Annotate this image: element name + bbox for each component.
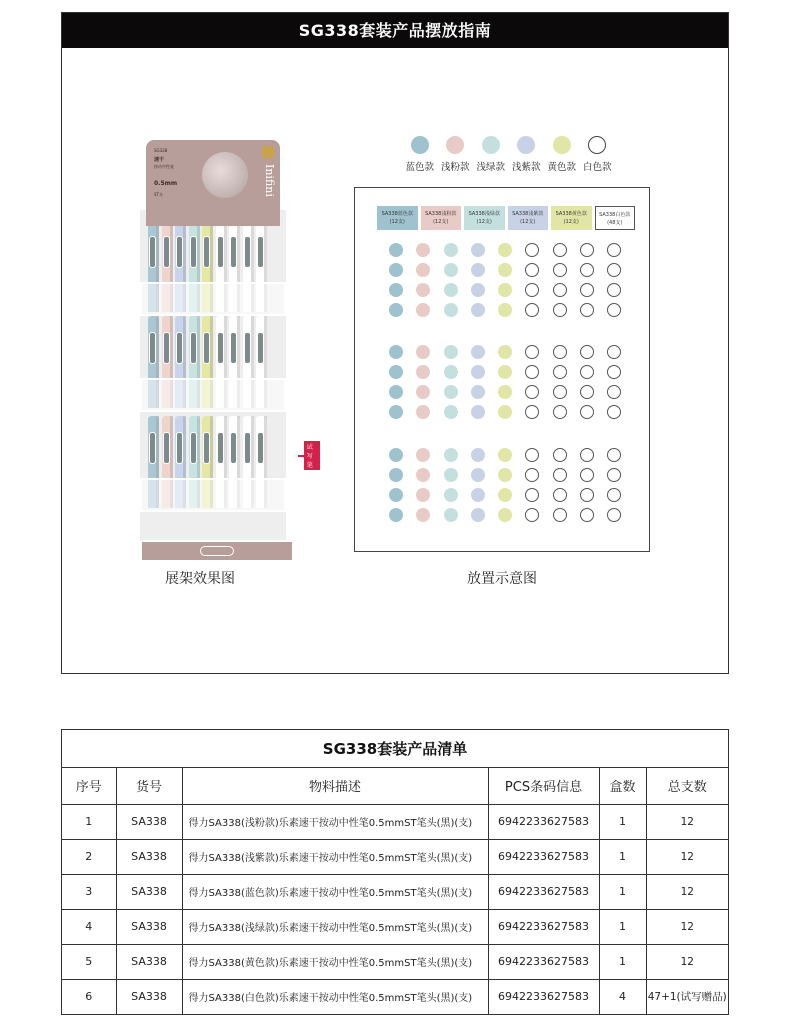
pen-slot-icon xyxy=(416,405,430,419)
pen-slot-icon xyxy=(389,468,403,482)
cell-boxes: 1 xyxy=(599,874,646,909)
cell-description: 得力SA338(白色款)乐素速干按动中性笔0.5mmST笔头(黑)(支) xyxy=(182,979,488,1014)
table-row xyxy=(62,979,728,1014)
pen-slot-icon xyxy=(498,365,512,379)
pen-slot-icon xyxy=(416,385,430,399)
pen-slot-icon xyxy=(553,508,567,522)
placement-tag-blue xyxy=(377,206,418,230)
pen-slot-icon xyxy=(416,345,430,359)
rack-base xyxy=(142,542,292,560)
pen-slot-icon xyxy=(525,365,539,379)
pen-slot-icon xyxy=(416,283,430,297)
legend-label: 蓝色款 xyxy=(405,162,434,173)
pen-slot-icon xyxy=(525,468,539,482)
cell-sku: SA338 xyxy=(116,944,182,979)
tag-name: SA338浅绿款 xyxy=(468,211,500,217)
cell-boxes: 1 xyxy=(599,944,646,979)
legend-item-purple xyxy=(509,136,545,173)
pen-slot-icon xyxy=(416,468,430,482)
pen-slot-icon xyxy=(525,508,539,522)
pen-slot-icon xyxy=(553,488,567,502)
cell-total: 12 xyxy=(646,839,728,874)
legend-item-pink xyxy=(438,136,474,173)
pen-slot-icon xyxy=(471,405,485,419)
cell-sku: SA338 xyxy=(116,979,182,1014)
rack-type-text: 按动中性笔 xyxy=(154,164,174,169)
pen-slot-icon xyxy=(607,303,621,317)
pen-slot-icon xyxy=(580,385,594,399)
pen-slot-icon xyxy=(416,243,430,257)
col-header-total: 总支数 xyxy=(646,768,728,804)
cell-boxes: 1 xyxy=(599,804,646,839)
pen-slot-icon xyxy=(607,263,621,277)
pen-slot-icon xyxy=(607,283,621,297)
cell-no: 2 xyxy=(62,839,116,874)
pen-slot-icon xyxy=(580,283,594,297)
legend-item-blue xyxy=(402,136,438,173)
pen-slot-icon xyxy=(471,385,485,399)
pen-slot-icon xyxy=(389,303,403,317)
pen-slot-icon xyxy=(416,488,430,502)
cell-boxes: 4 xyxy=(599,979,646,1014)
pink-swatch-icon xyxy=(446,136,464,154)
tag-name: SA338蓝色款 xyxy=(381,211,413,217)
cell-total: 47+1(试写赠品) xyxy=(646,979,728,1014)
rack-tier-2 xyxy=(140,316,286,410)
pen-slot-icon xyxy=(607,345,621,359)
pen-slot-icon xyxy=(553,303,567,317)
display-guide-panel xyxy=(61,12,729,674)
table-row xyxy=(62,839,728,874)
col-header-description: 物料描述 xyxy=(182,768,488,804)
pen-slot-icon xyxy=(444,263,458,277)
cell-boxes: 1 xyxy=(599,839,646,874)
pen-slot-icon xyxy=(498,345,512,359)
cell-barcode: 6942233627583 xyxy=(488,909,599,944)
rack-model-text: SG338 xyxy=(154,148,168,153)
cell-sku: SA338 xyxy=(116,804,182,839)
cell-barcode: 6942233627583 xyxy=(488,979,599,1014)
pen-slot-icon xyxy=(389,405,403,419)
pen-slot-icon xyxy=(553,405,567,419)
pen-slot-icon xyxy=(553,283,567,297)
cell-total: 12 xyxy=(646,804,728,839)
placement-tag-green xyxy=(464,206,505,230)
pen-slot-icon xyxy=(444,345,458,359)
pen-slot-icon xyxy=(607,508,621,522)
pen-slot-icon xyxy=(444,468,458,482)
pen-slot-icon xyxy=(580,303,594,317)
cell-total: 12 xyxy=(646,874,728,909)
pen-slot-icon xyxy=(389,243,403,257)
pen-slot-icon xyxy=(498,508,512,522)
tester-label: 试写笔 xyxy=(304,441,320,470)
cell-no: 5 xyxy=(62,944,116,979)
pen-slot-icon xyxy=(471,283,485,297)
cell-description: 得力SA338(蓝色款)乐素速干按动中性笔0.5mmST笔头(黑)(支) xyxy=(182,874,488,909)
rack-tier-3 xyxy=(140,416,286,510)
legend-label: 黄色款 xyxy=(547,162,576,173)
pen-slot-icon xyxy=(444,405,458,419)
pen-slot-icon xyxy=(444,448,458,462)
cell-description: 得力SA338(浅紫款)乐素速干按动中性笔0.5mmST笔头(黑)(支) xyxy=(182,839,488,874)
pen-slot-icon xyxy=(498,488,512,502)
col-header-sku: 货号 xyxy=(116,768,182,804)
cell-total: 12 xyxy=(646,909,728,944)
pen-slot-icon xyxy=(607,405,621,419)
pen-slot-icon xyxy=(444,303,458,317)
pen-slot-icon xyxy=(607,243,621,257)
pen-slot-icon xyxy=(389,263,403,277)
tag-count: (12支) xyxy=(520,219,536,225)
cell-barcode: 6942233627583 xyxy=(488,839,599,874)
placement-block-1 xyxy=(387,241,623,319)
pen-slot-icon xyxy=(607,488,621,502)
pen-slot-icon xyxy=(471,488,485,502)
pen-slot-icon xyxy=(580,508,594,522)
tag-count: (48支) xyxy=(607,220,623,226)
pen-slot-icon xyxy=(498,243,512,257)
cell-no: 6 xyxy=(62,979,116,1014)
legend-label: 浅粉款 xyxy=(440,162,470,173)
tag-count: (12支) xyxy=(389,219,405,225)
placement-diagram xyxy=(354,187,650,552)
tag-name: SA338白色款 xyxy=(599,212,631,218)
tester-pen-tag xyxy=(298,441,320,470)
pen-slot-icon xyxy=(498,263,512,277)
pen-slot-icon xyxy=(525,385,539,399)
pen-slot-icon xyxy=(416,263,430,277)
pen-slot-icon xyxy=(580,243,594,257)
placement-caption: 放置示意图 xyxy=(467,571,537,587)
yellow-swatch-icon xyxy=(553,136,571,154)
tag-name: SA338浅粉款 xyxy=(425,211,457,217)
col-header-boxes: 盒数 xyxy=(599,768,646,804)
pen-slot-icon xyxy=(389,508,403,522)
pen-slot-icon xyxy=(498,405,512,419)
table-row xyxy=(62,909,728,944)
pen-slot-icon xyxy=(580,448,594,462)
color-legend xyxy=(402,136,615,173)
pen-slot-icon xyxy=(471,263,485,277)
legend-label: 浅绿款 xyxy=(476,162,505,173)
pen-slot-icon xyxy=(444,243,458,257)
pen-slot-icon xyxy=(525,283,539,297)
pen-slot-icon xyxy=(607,365,621,379)
pen-slot-icon xyxy=(553,385,567,399)
placement-block-3 xyxy=(387,446,623,524)
purple-swatch-icon xyxy=(517,136,535,154)
deli-logo-icon xyxy=(262,146,274,158)
pen-slot-icon xyxy=(525,263,539,277)
placement-tag-purple xyxy=(508,206,549,230)
pen-slot-icon xyxy=(444,283,458,297)
pen-slot-icon xyxy=(471,243,485,257)
rack-caption: 展架效果图 xyxy=(165,571,235,587)
pen-slot-icon xyxy=(389,488,403,502)
rack-size-text: 0.5mm xyxy=(154,180,178,187)
rack-brand-text: Inifini xyxy=(263,164,276,197)
placement-tag-yellow xyxy=(551,206,592,230)
cell-no: 3 xyxy=(62,874,116,909)
rack-shelf xyxy=(140,282,286,316)
pen-slot-icon xyxy=(498,283,512,297)
pen-slot-icon xyxy=(389,385,403,399)
table-header-row xyxy=(62,768,728,804)
pen-slot-icon xyxy=(580,468,594,482)
pen-slot-icon xyxy=(471,468,485,482)
rack-base-logo-icon xyxy=(200,546,234,556)
pen-slot-icon xyxy=(525,303,539,317)
tag-count: (12支) xyxy=(433,219,449,225)
rack-feature-text: 速干 xyxy=(154,157,165,163)
pen-slot-icon xyxy=(389,283,403,297)
rack-shelf xyxy=(140,478,286,512)
legend-item-white xyxy=(580,136,616,173)
pen-slot-icon xyxy=(416,508,430,522)
rack-tip-text: ST头 xyxy=(154,192,163,197)
cell-description: 得力SA338(黄色款)乐素速干按动中性笔0.5mmST笔头(黑)(支) xyxy=(182,944,488,979)
cell-sku: SA338 xyxy=(116,874,182,909)
pen-slot-icon xyxy=(607,385,621,399)
pen-slot-icon xyxy=(580,488,594,502)
table-row xyxy=(62,944,728,979)
cell-boxes: 1 xyxy=(599,909,646,944)
pen-slot-icon xyxy=(553,448,567,462)
rack-bubble-graphic xyxy=(202,152,248,198)
pen-slot-icon xyxy=(553,365,567,379)
rack-tier-1 xyxy=(140,220,286,314)
pen-slot-icon xyxy=(389,448,403,462)
pen-slot-icon xyxy=(553,468,567,482)
table-row xyxy=(62,874,728,909)
product-list xyxy=(61,729,729,1015)
pen-slot-icon xyxy=(607,468,621,482)
pen-slot-icon xyxy=(498,385,512,399)
placement-block-2 xyxy=(387,343,623,421)
cell-description: 得力SA338(浅粉款)乐素速干按动中性笔0.5mmST笔头(黑)(支) xyxy=(182,804,488,839)
pen-slot-icon xyxy=(444,385,458,399)
pen-slot-icon xyxy=(525,345,539,359)
cell-total: 12 xyxy=(646,944,728,979)
pen-slot-icon xyxy=(416,448,430,462)
pen-slot-icon xyxy=(580,405,594,419)
tag-count: (12支) xyxy=(563,219,579,225)
pen-slot-icon xyxy=(553,345,567,359)
pen-slot-icon xyxy=(471,448,485,462)
placement-tag-white xyxy=(595,206,636,230)
placement-tag-pink xyxy=(421,206,462,230)
legend-item-yellow xyxy=(544,136,580,173)
pen-slot-icon xyxy=(389,345,403,359)
pen-slot-icon xyxy=(525,243,539,257)
cell-sku: SA338 xyxy=(116,839,182,874)
pen-slot-icon xyxy=(525,488,539,502)
cell-barcode: 6942233627583 xyxy=(488,804,599,839)
cell-no: 4 xyxy=(62,909,116,944)
blue-swatch-icon xyxy=(411,136,429,154)
tag-name: SA338黄色款 xyxy=(555,211,587,217)
product-list-title: SG338套装产品清单 xyxy=(62,730,728,768)
tag-name: SA338浅紫款 xyxy=(512,211,544,217)
cell-barcode: 6942233627583 xyxy=(488,944,599,979)
cell-barcode: 6942233627583 xyxy=(488,874,599,909)
pen-slot-icon xyxy=(416,303,430,317)
rack-header-card xyxy=(146,140,280,226)
pen-slot-icon xyxy=(607,448,621,462)
product-table xyxy=(62,768,728,1015)
legend-label: 白色款 xyxy=(582,162,612,173)
pen-slot-icon xyxy=(389,365,403,379)
pen-slot-icon xyxy=(525,448,539,462)
rack-shelf xyxy=(140,378,286,412)
pen-slot-icon xyxy=(471,303,485,317)
tag-count: (12支) xyxy=(476,219,492,225)
table-row xyxy=(62,804,728,839)
pen-slot-icon xyxy=(471,345,485,359)
pen-slot-icon xyxy=(444,488,458,502)
pen-slot-icon xyxy=(553,243,567,257)
pen-slot-icon xyxy=(580,263,594,277)
pen-slot-icon xyxy=(416,365,430,379)
pen-slot-icon xyxy=(580,365,594,379)
green-swatch-icon xyxy=(482,136,500,154)
cell-sku: SA338 xyxy=(116,909,182,944)
pen-slot-icon xyxy=(553,263,567,277)
pen-slot-icon xyxy=(471,508,485,522)
cell-no: 1 xyxy=(62,804,116,839)
pen-slot-icon xyxy=(444,508,458,522)
display-rack-illustration xyxy=(136,140,313,550)
col-header-barcode: PCS条码信息 xyxy=(488,768,599,804)
col-header-no: 序号 xyxy=(62,768,116,804)
placement-tags xyxy=(377,206,635,230)
pen-slot-icon xyxy=(580,345,594,359)
pen-slot-icon xyxy=(498,448,512,462)
pen-slot-icon xyxy=(471,365,485,379)
white-swatch-icon xyxy=(588,136,606,154)
legend-label: 浅紫款 xyxy=(511,162,541,173)
pen-slot-icon xyxy=(498,468,512,482)
legend-item-green xyxy=(473,136,509,173)
cell-description: 得力SA338(浅绿款)乐素速干按动中性笔0.5mmST笔头(黑)(支) xyxy=(182,909,488,944)
guide-title: SG338套装产品摆放指南 xyxy=(62,13,728,48)
rack-body xyxy=(140,210,286,540)
pen-slot-icon xyxy=(498,303,512,317)
pen-slot-icon xyxy=(444,365,458,379)
pen-slot-icon xyxy=(525,405,539,419)
